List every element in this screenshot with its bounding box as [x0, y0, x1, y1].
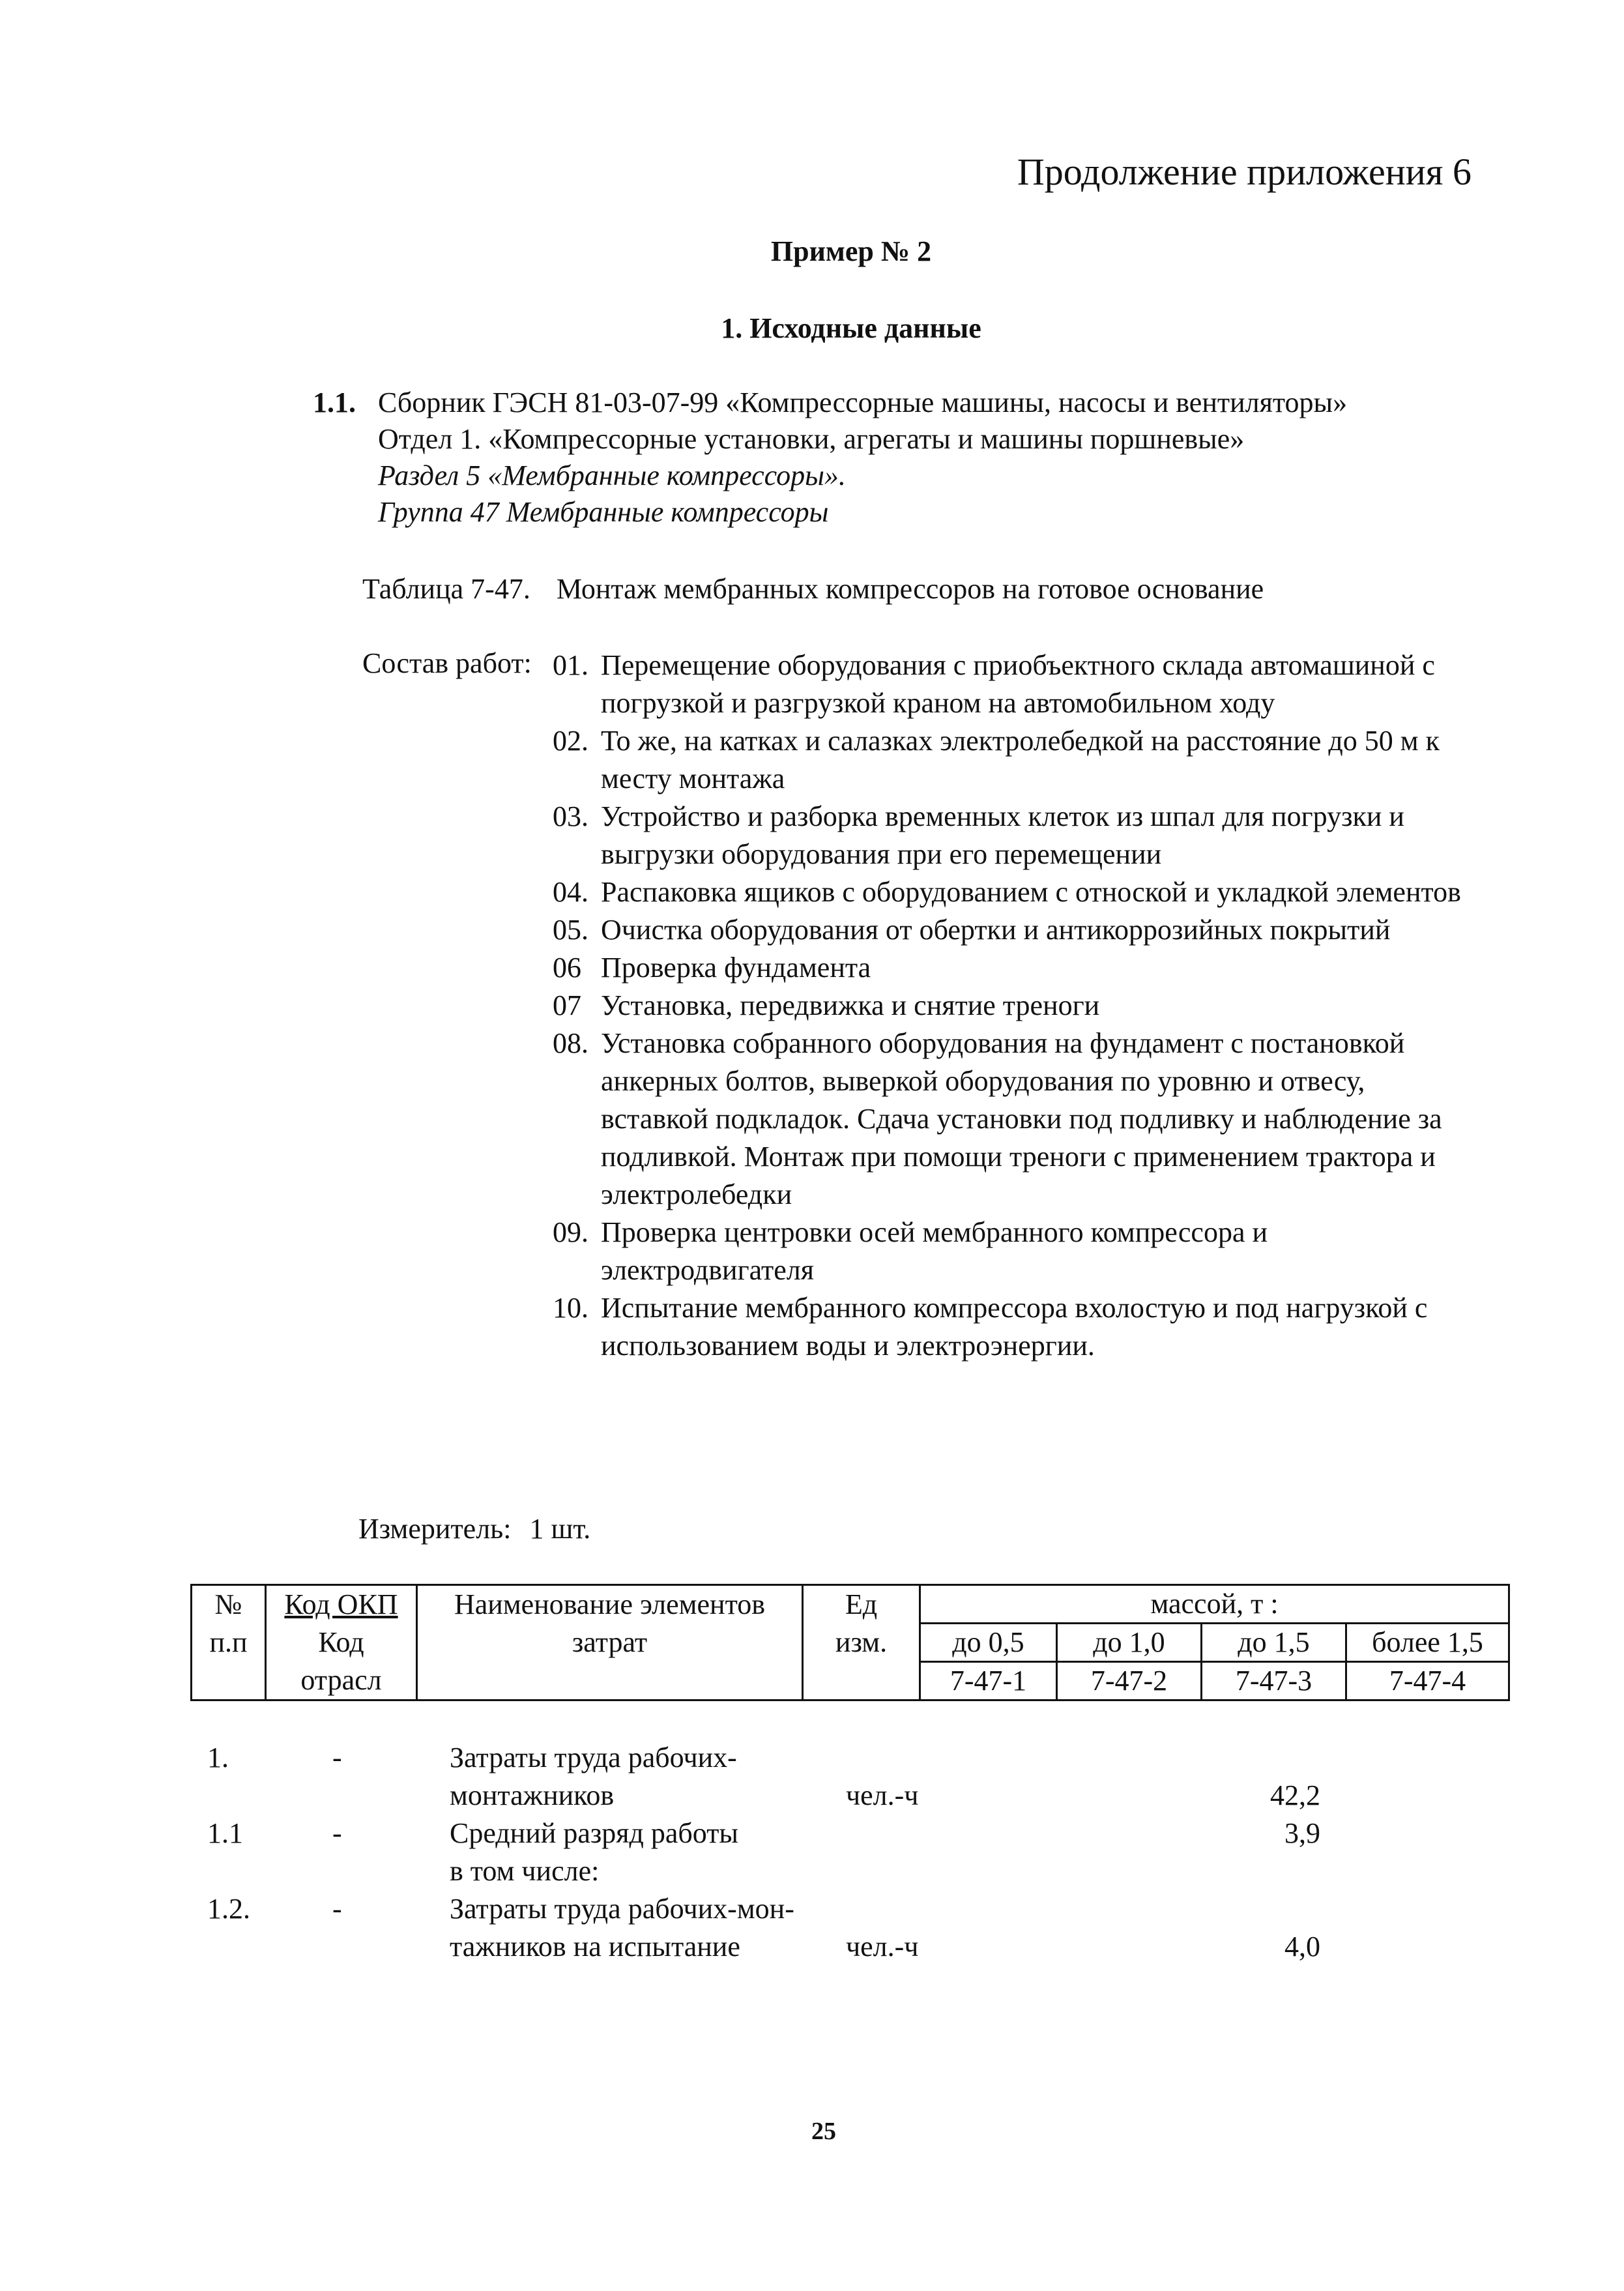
- work-item: 10. Испытание мембранного компрессора вхолостую и под нагрузкой с использованием воды и электроэнергии.: [553, 1292, 1428, 1362]
- source-section: Раздел 5 «Мембранные компрессоры».: [378, 460, 846, 491]
- continuation-title: Продолжение приложения 6: [1017, 151, 1472, 193]
- col-number-blank: [192, 1662, 266, 1700]
- mass-range: более 1,5: [1346, 1624, 1509, 1662]
- col-code-subheader: Код: [266, 1624, 417, 1662]
- table-row: 1. - Затраты труда рабочих-: [207, 1742, 737, 1773]
- col-number-header: №: [192, 1585, 266, 1624]
- norm-code: 7-47-2: [1057, 1662, 1202, 1700]
- work-composition-label: Состав работ:: [362, 647, 532, 679]
- source-group: Группа 47 Мембранные компрессоры: [378, 496, 829, 528]
- work-item: 08. Установка собранного оборудования на фундамент с постановкой анкерных болтов, выверкой оборудования по уровню и отвесу, вставкой подкладок. Сдача установки под подливку и наблюдение за подливкой. Монтаж при помощи треноги с применением трактора и электролебедки: [553, 1027, 1442, 1210]
- col-name-subheader: затрат: [417, 1624, 803, 1662]
- example-heading: Пример № 2: [770, 235, 932, 267]
- col-unit-header: Ед: [803, 1585, 920, 1624]
- col-name-header: Наименование элементов: [417, 1585, 803, 1624]
- work-item: 03. Устройство и разборка временных клеток из шпал для погрузки и выгрузки оборудования при его перемещении: [553, 800, 1404, 870]
- col-branch-subheader: отрасл: [266, 1662, 417, 1700]
- section-heading: 1. Исходные данные: [721, 312, 981, 344]
- work-item: 07 Установка, передвижка и снятие треноги: [553, 989, 1100, 1021]
- page-number: 25: [811, 2118, 836, 2145]
- source-department: Отдел 1. «Компрессорные установки, агрегаты и машины поршневые»: [378, 423, 1245, 455]
- col-okp-header: Код ОКП: [266, 1585, 417, 1624]
- meter-value: 1 шт.: [529, 1513, 591, 1545]
- col-unit-blank: [803, 1662, 920, 1700]
- table-row-continued: в том числе:: [450, 1855, 600, 1887]
- mass-range: до 1,0: [1057, 1624, 1202, 1662]
- table-row-continued: тажников на испытание чел.-ч 4,0: [450, 1931, 1320, 1963]
- mass-range: до 1,5: [1202, 1624, 1346, 1662]
- work-item: 06 Проверка фундамента: [553, 952, 871, 984]
- norm-code: 7-47-4: [1346, 1662, 1509, 1700]
- table-reference-label: Таблица 7-47.: [362, 573, 530, 605]
- table-row-continued: монтажников чел.-ч 42,2: [450, 1779, 1320, 1811]
- table-reference-caption: Монтаж мембранных компрессоров на готовое основание: [556, 573, 1264, 605]
- work-item: 09. Проверка центровки осей мембранного компрессора и электродвигателя: [553, 1216, 1268, 1286]
- source-number: 1.1.: [313, 387, 356, 418]
- table-row: 1.1 - Средний разряд работы 3,9: [207, 1817, 1320, 1849]
- meter-line: [358, 1512, 590, 1545]
- norm-code: 7-47-1: [920, 1662, 1057, 1700]
- mass-range: до 0,5: [920, 1624, 1057, 1662]
- col-number-subheader: п.п: [192, 1624, 266, 1662]
- work-item: 05. Очистка оборудования от обертки и антикоррозийных покрытий: [553, 914, 1391, 946]
- meter-label: Измеритель:: [358, 1513, 512, 1545]
- col-name-blank: [417, 1662, 803, 1700]
- work-item: 04. Распаковка ящиков с оборудованием с отноской и укладкой элементов: [553, 876, 1461, 908]
- col-unit-subheader: изм.: [803, 1624, 920, 1662]
- work-item: 02. То же, на катках и салазках электролебедкой на расстояние до 50 м к месту монтажа: [553, 725, 1440, 795]
- table-reference: [362, 572, 1264, 606]
- work-item: 01. Перемещение оборудования с приобъектного склада автомашиной с погрузкой и разгрузкой краном на автомобильном ходу: [553, 649, 1435, 719]
- table-row: 1.2. - Затраты труда рабочих-мон-: [207, 1893, 794, 1925]
- work-composition-list: [553, 647, 1478, 1365]
- norms-table-header: [190, 1584, 1510, 1701]
- source-collection: Сборник ГЭСН 81-03-07-99 «Компрессорные машины, насосы и вентиляторы»: [378, 387, 1348, 418]
- norm-code: 7-47-3: [1202, 1662, 1346, 1700]
- mass-header: массой, т :: [920, 1585, 1509, 1624]
